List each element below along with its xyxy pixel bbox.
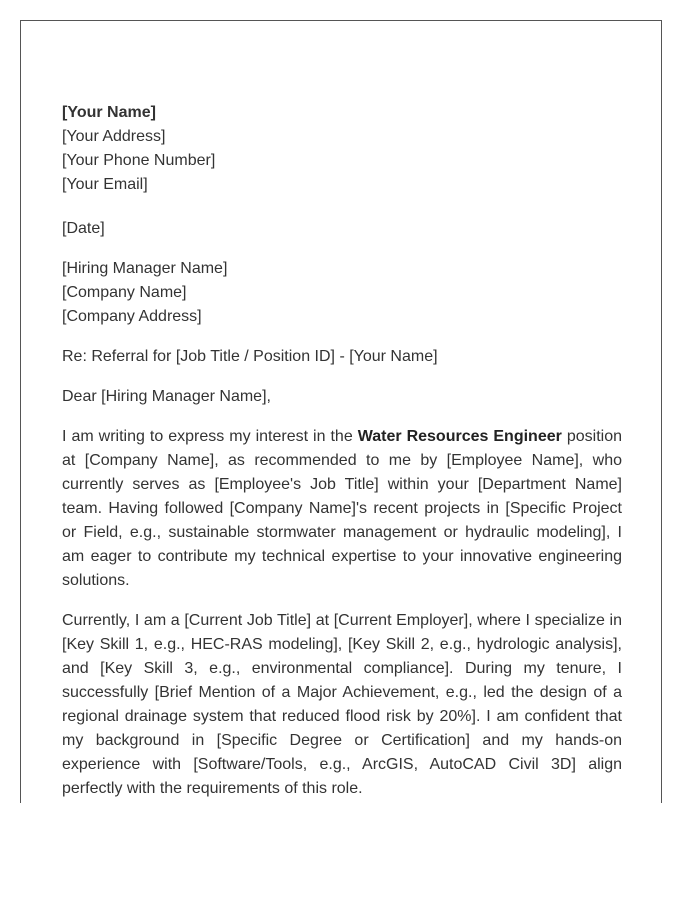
recipient-company: [Company Name] [62, 284, 187, 301]
recipient-block [62, 257, 622, 329]
sender-phone: [Your Phone Number] [62, 152, 216, 169]
letter-page [20, 20, 662, 803]
body-paragraph-2: Currently, I am a [Current Job Title] at [Current Employer], where I specialize in [Key Skill 1, e.g., HEC-RAS modeling], [Key Skill 2, e.g., hydrologic analysis], and [Key Skill 3, e.g., environmental compliance]. During my tenure, I successfully [Brief Mention of a Major Achievement, e.g., led the design of a regional drainage system that reduced flood risk by 20%]. I am confident that my background in [Specific Degree or Certification] and my hands-on experience with [Software/Tools, e.g., ArcGIS, AutoCAD Civil 3D] align perfectly with the requirements of this role. [62, 612, 622, 797]
subject-line: Re: Referral for [Job Title / Position ID] - [Your Name] [62, 348, 438, 365]
letter-date: [Date] [62, 220, 105, 237]
position-title: Water Resources Engineer [357, 428, 562, 445]
salutation: Dear [Hiring Manager Name], [62, 388, 271, 405]
recipient-name: [Hiring Manager Name] [62, 260, 228, 277]
sender-block [62, 101, 622, 197]
sender-address: [Your Address] [62, 128, 166, 145]
body-paragraph-1 [62, 425, 622, 593]
sender-email: [Your Email] [62, 176, 148, 193]
sender-name: [Your Name] [62, 104, 156, 121]
letter-content [62, 101, 622, 803]
recipient-address: [Company Address] [62, 308, 202, 325]
paragraph-1-rest: position at [Company Name], as recommended to me by [Employee Name], who currently serves as [Employee's Job Title] within your [Department Name] team. Having followed [Company Name]'s recent projects in [Specific Project or Field, e.g., sustainable stormwater management or hydraulic modeling], I am eager to contribute my technical expertise to your innovative engineering solutions. [62, 428, 623, 589]
date-block [62, 217, 622, 241]
paragraph-1-intro: I am writing to express my interest in the [62, 428, 358, 445]
